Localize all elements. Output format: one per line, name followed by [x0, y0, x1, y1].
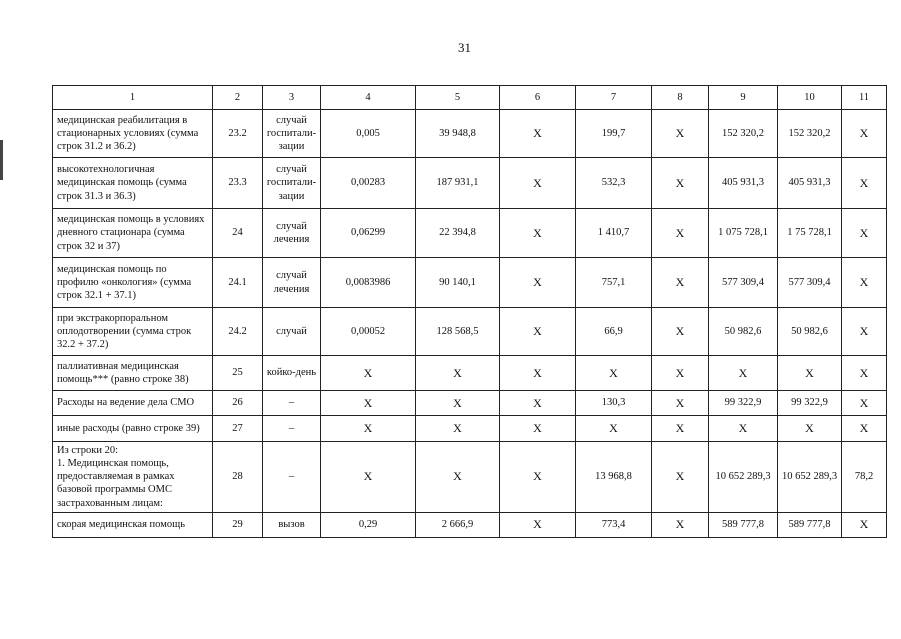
row-label-cell: Из строки 20: 1. Медицинская помощь, предоставляемая в рамках базовой программы ОМС застрахованным лицам:: [53, 442, 213, 513]
table-cell: вызов: [263, 512, 321, 537]
table-cell: X: [500, 308, 576, 356]
column-header: 5: [416, 86, 500, 110]
table-cell: –: [263, 416, 321, 442]
row-label-cell: медицинская помощь в условиях дневного стационара (сумма строк 32 и 37): [53, 209, 213, 258]
table-cell: X: [842, 258, 887, 308]
page-number: 31: [458, 40, 471, 55]
scan-edge-mark: [0, 140, 3, 180]
row-label-cell: при экстракорпоральном оплодотворении (сумма строк 32.2 + 37.2): [53, 308, 213, 356]
table-cell: 24.1: [213, 258, 263, 308]
table-cell: X: [500, 110, 576, 158]
table-cell: –: [263, 442, 321, 513]
row-label-cell: иные расходы (равно строке 39): [53, 416, 213, 442]
table-cell: 757,1: [576, 258, 652, 308]
table-row: [53, 391, 887, 416]
table-cell: 0,06299: [321, 209, 416, 258]
table-cell: 99 322,9: [778, 391, 842, 416]
table-cell: 0,00283: [321, 158, 416, 209]
table-cell: 10 652 289,3: [709, 442, 778, 513]
table-cell: X: [842, 512, 887, 537]
table-cell: X: [500, 158, 576, 209]
table-cell: X: [576, 356, 652, 391]
table-cell: случай госпитали-зации: [263, 158, 321, 209]
table-cell: 22 394,8: [416, 209, 500, 258]
table-cell: X: [416, 416, 500, 442]
table-cell: 0,29: [321, 512, 416, 537]
table-cell: 130,3: [576, 391, 652, 416]
table-cell: 187 931,1: [416, 158, 500, 209]
table-cell: X: [778, 356, 842, 391]
table-cell: 405 931,3: [778, 158, 842, 209]
table-cell: X: [652, 512, 709, 537]
column-header: 8: [652, 86, 709, 110]
table-cell: 152 320,2: [778, 110, 842, 158]
table-cell: 28: [213, 442, 263, 513]
table-cell: 24: [213, 209, 263, 258]
table-cell: 25: [213, 356, 263, 391]
row-label-cell: скорая медицинская помощь: [53, 512, 213, 537]
table-cell: X: [500, 512, 576, 537]
table-cell: X: [321, 356, 416, 391]
table-cell: 13 968,8: [576, 442, 652, 513]
table-row: [53, 356, 887, 391]
table-cell: 99 322,9: [709, 391, 778, 416]
table-cell: 1 75 728,1: [778, 209, 842, 258]
column-header: 3: [263, 86, 321, 110]
table-cell: 589 777,8: [709, 512, 778, 537]
table-cell: 1 075 728,1: [709, 209, 778, 258]
table-cell: X: [500, 356, 576, 391]
table-header-row: [53, 86, 887, 110]
table-cell: 27: [213, 416, 263, 442]
column-header: 4: [321, 86, 416, 110]
table-cell: 2 666,9: [416, 512, 500, 537]
table-cell: 50 982,6: [709, 308, 778, 356]
table-row: [53, 158, 887, 209]
table-cell: X: [652, 308, 709, 356]
table-cell: X: [500, 258, 576, 308]
table-cell: 405 931,3: [709, 158, 778, 209]
table-cell: 10 652 289,3: [778, 442, 842, 513]
table-cell: X: [321, 391, 416, 416]
table-cell: X: [321, 442, 416, 513]
table-cell: 577 309,4: [709, 258, 778, 308]
table-cell: 128 568,5: [416, 308, 500, 356]
table-cell: случай госпитали-зации: [263, 110, 321, 158]
table-cell: 23.2: [213, 110, 263, 158]
table-cell: X: [652, 442, 709, 513]
table-cell: X: [652, 258, 709, 308]
table-row: [53, 442, 887, 513]
row-label-cell: медицинская реабилитация в стационарных условиях (сумма строк 31.2 и 36.2): [53, 110, 213, 158]
table-cell: X: [778, 416, 842, 442]
table-cell: 26: [213, 391, 263, 416]
table-cell: –: [263, 391, 321, 416]
table-row: [53, 110, 887, 158]
table-row: [53, 512, 887, 537]
data-table: [52, 85, 887, 538]
table-cell: X: [652, 110, 709, 158]
table-cell: 24.2: [213, 308, 263, 356]
table-cell: 66,9: [576, 308, 652, 356]
table-cell: X: [321, 416, 416, 442]
table-cell: X: [500, 416, 576, 442]
table-cell: X: [842, 110, 887, 158]
table-cell: 0,005: [321, 110, 416, 158]
table-cell: X: [500, 391, 576, 416]
table-cell: X: [416, 442, 500, 513]
table-cell: X: [842, 308, 887, 356]
column-header: 2: [213, 86, 263, 110]
table-cell: X: [709, 416, 778, 442]
table-cell: случай лечения: [263, 209, 321, 258]
table-cell: X: [652, 209, 709, 258]
table-cell: X: [576, 416, 652, 442]
table-cell: X: [709, 356, 778, 391]
table-cell: X: [652, 158, 709, 209]
table-cell: X: [652, 356, 709, 391]
table-row: [53, 209, 887, 258]
table-cell: X: [842, 209, 887, 258]
table-cell: X: [652, 416, 709, 442]
table-row: [53, 258, 887, 308]
table-cell: 1 410,7: [576, 209, 652, 258]
table-cell: 532,3: [576, 158, 652, 209]
column-header: 1: [53, 86, 213, 110]
row-label-cell: медицинская помощь по профилю «онкология» (сумма строк 32.1 + 37.1): [53, 258, 213, 308]
table-cell: 0,00052: [321, 308, 416, 356]
table-cell: X: [842, 356, 887, 391]
row-label-cell: Расходы на ведение дела СМО: [53, 391, 213, 416]
table-cell: 199,7: [576, 110, 652, 158]
table-cell: 78,2: [842, 442, 887, 513]
row-label-cell: паллиативная медицинская помощь*** (равно строке 38): [53, 356, 213, 391]
table-cell: X: [842, 391, 887, 416]
column-header: 6: [500, 86, 576, 110]
table-cell: X: [842, 158, 887, 209]
table-cell: X: [500, 442, 576, 513]
table-cell: X: [652, 391, 709, 416]
table-cell: случай лечения: [263, 258, 321, 308]
table-row: [53, 416, 887, 442]
table-cell: 0,0083986: [321, 258, 416, 308]
column-header: 11: [842, 86, 887, 110]
column-header: 9: [709, 86, 778, 110]
table-cell: X: [416, 356, 500, 391]
table-cell: 773,4: [576, 512, 652, 537]
table-cell: 29: [213, 512, 263, 537]
table-cell: X: [500, 209, 576, 258]
table-cell: 577 309,4: [778, 258, 842, 308]
table-cell: 152 320,2: [709, 110, 778, 158]
table-cell: случай: [263, 308, 321, 356]
table-cell: 90 140,1: [416, 258, 500, 308]
table-row: [53, 308, 887, 356]
table-cell: X: [416, 391, 500, 416]
table-cell: 39 948,8: [416, 110, 500, 158]
table-cell: X: [842, 416, 887, 442]
table-cell: 23.3: [213, 158, 263, 209]
table-cell: койко-день: [263, 356, 321, 391]
column-header: 10: [778, 86, 842, 110]
column-header: 7: [576, 86, 652, 110]
table-cell: 589 777,8: [778, 512, 842, 537]
table-cell: 50 982,6: [778, 308, 842, 356]
row-label-cell: высокотехнологичная медицинская помощь (сумма строк 31.3 и 36.3): [53, 158, 213, 209]
